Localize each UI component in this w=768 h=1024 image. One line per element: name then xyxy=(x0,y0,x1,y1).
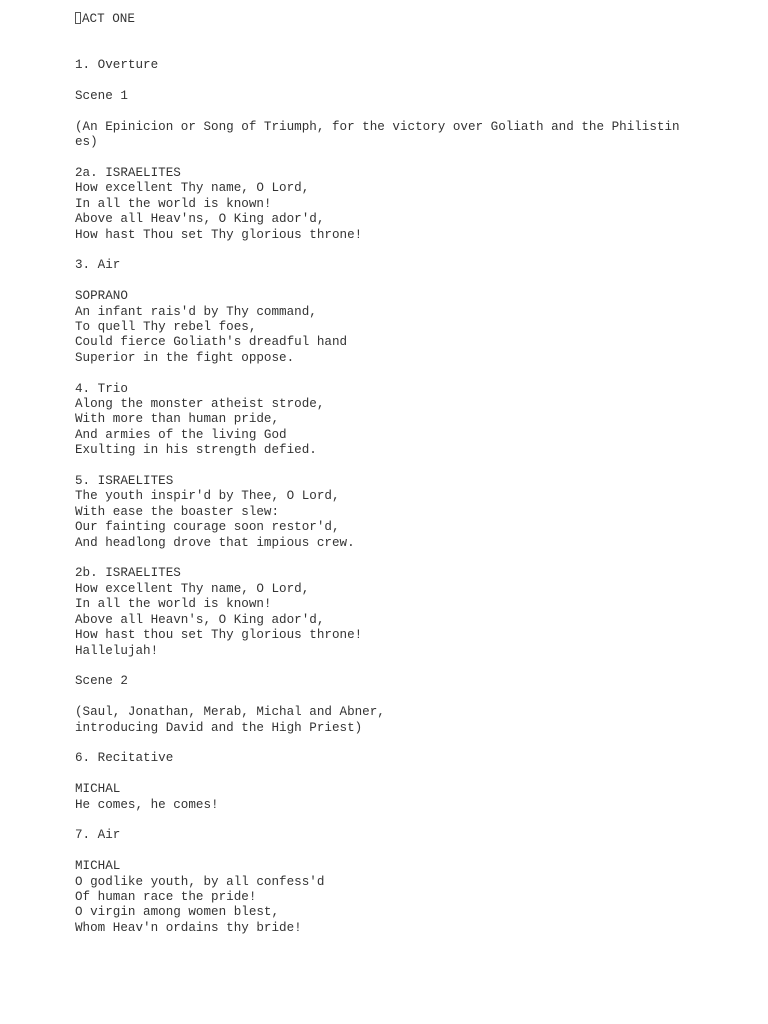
text-line: Along the monster atheist strode, xyxy=(75,397,325,412)
text-line: (Saul, Jonathan, Merab, Michal and Abner, xyxy=(75,705,385,720)
text-line: In all the world is known! xyxy=(75,597,272,612)
text-line: O godlike youth, by all confess'd xyxy=(75,874,325,889)
text-line: MICHAL xyxy=(75,859,121,874)
text-line: Our fainting courage soon restor'd, xyxy=(75,520,340,535)
text-line: Superior in the fight oppose. xyxy=(75,350,295,365)
section-block xyxy=(75,859,695,936)
text-line: 2b. ISRAELITES xyxy=(75,566,181,581)
text-line: Above all Heavn's, O King ador'd, xyxy=(75,612,325,627)
text-line: With ease the boaster slew: xyxy=(75,504,280,519)
text-line: Exulting in his strength defied. xyxy=(75,443,317,458)
text-line: 5. ISRAELITES xyxy=(75,474,174,489)
text-line: 3. Air xyxy=(75,258,121,273)
text-line: With more than human pride, xyxy=(75,412,280,427)
text-line: Above all Heav'ns, O King ador'd, xyxy=(75,212,325,227)
text-line: 4. Trio xyxy=(75,381,128,396)
section-block xyxy=(75,828,695,843)
section-block xyxy=(75,782,695,813)
text-line: How hast thou set Thy glorious throne! xyxy=(75,628,363,643)
text-line: 7. Air xyxy=(75,828,121,843)
text-line: In all the world is known! xyxy=(75,196,272,211)
text-line: 6. Recitative xyxy=(75,751,174,766)
text-line: SOPRANO xyxy=(75,289,128,304)
act-title: ACT ONE xyxy=(82,12,135,26)
section-block xyxy=(75,166,695,243)
text-line: Scene 2 xyxy=(75,674,128,689)
text-line: Could fierce Goliath's dreadful hand xyxy=(75,335,348,350)
section-block xyxy=(75,89,695,104)
section-block xyxy=(75,566,695,658)
text-line: An infant rais'd by Thy command, xyxy=(75,304,317,319)
stage-direction: (An Epinicion or Song of Triumph, for the victory over Goliath and the Philistines) xyxy=(75,119,680,150)
document-body xyxy=(75,12,695,936)
section-block xyxy=(75,751,695,766)
section-block xyxy=(75,258,695,273)
missing-glyph-icon xyxy=(75,12,81,24)
text-line: introducing David and the High Priest) xyxy=(75,720,363,735)
text-line: O virgin among women blest, xyxy=(75,905,280,920)
section-block xyxy=(75,705,695,736)
section-block xyxy=(75,120,695,151)
text-line: How excellent Thy name, O Lord, xyxy=(75,581,310,596)
section-block xyxy=(75,474,695,551)
section-block xyxy=(75,382,695,459)
section-block xyxy=(75,58,695,73)
text-line: The youth inspir'd by Thee, O Lord, xyxy=(75,489,340,504)
text-line: And headlong drove that impious crew. xyxy=(75,535,355,550)
text-line: To quell Thy rebel foes, xyxy=(75,320,257,335)
act-heading xyxy=(75,12,695,27)
text-line: Hallelujah! xyxy=(75,643,159,658)
text-line: How hast Thou set Thy glorious throne! xyxy=(75,227,363,242)
text-line: 1. Overture xyxy=(75,58,159,73)
text-line: He comes, he comes! xyxy=(75,797,219,812)
text-line: And armies of the living God xyxy=(75,427,287,442)
text-line: 2a. ISRAELITES xyxy=(75,166,181,180)
text-line: MICHAL xyxy=(75,782,121,797)
text-line: Of human race the pride! xyxy=(75,889,257,904)
text-line: Scene 1 xyxy=(75,89,128,103)
section-block xyxy=(75,289,695,366)
text-line: Whom Heav'n ordains thy bride! xyxy=(75,920,302,935)
section-block xyxy=(75,674,695,689)
text-line: How excellent Thy name, O Lord, xyxy=(75,181,310,196)
